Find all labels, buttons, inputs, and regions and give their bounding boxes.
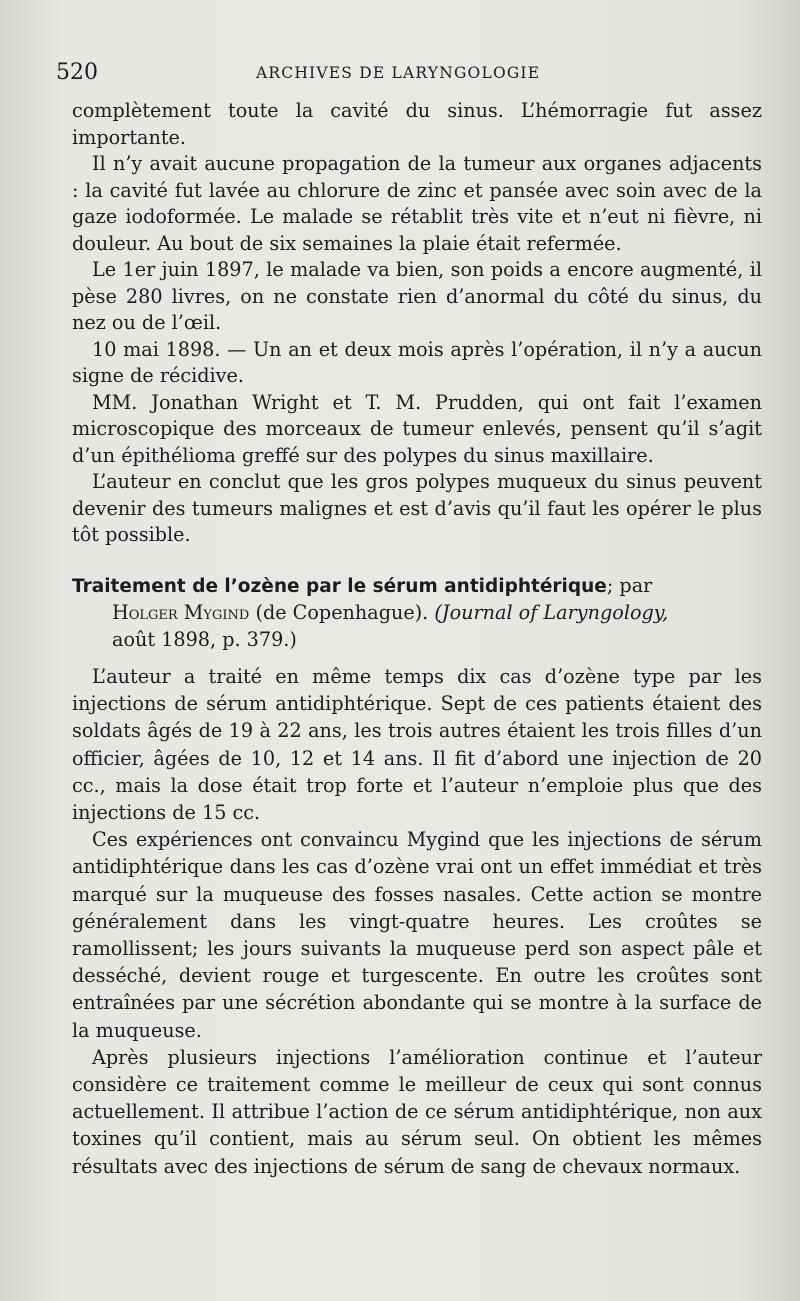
article-body [72, 663, 762, 1180]
page-body [72, 98, 762, 1180]
paragraph-continuation: complètement toute la cavité du sinus. L’hémorragie fut assez importante. [72, 99, 762, 149]
paragraph: MM. Jonathan Wright et T. M. Prudden, qui ont fait l’examen microscopique des morceaux de tumeur enlevés, pensent qu’il s’agit d’un épithélioma greffé sur des polypes du sinus maxillaire. [72, 390, 762, 467]
paragraph: Il n’y avait aucune propagation de la tumeur aux organes adjacents : la cavité fut lavée au chlorure de zinc et pansée avec soin avec de la gaze iodoformée. Le malade se rétablit très vite et n’eut ni fièvre, ni douleur. Au bout de six semaines la plaie était refermée. [72, 152, 762, 255]
article-author: Holger Mygind [112, 601, 250, 624]
paragraph: L’auteur a traité en même temps dix cas d’ozène type par les injections de sérum antidiphtérique. Sept de ces patients étaient des soldats âgés de 19 à 22 ans, les trois autres étaient les trois filles d’un officier, âgées de 10, 12 et 14 ans. Il fit d’abord une injection de 20 cc., mais la dose était trop forte et l’auteur n’emploie plus que des injections de 15 cc. [72, 665, 762, 825]
article-title: Traitement de l’ozène par le sérum antidiphtérique [72, 575, 607, 597]
page-header [56, 60, 746, 90]
paragraph: Après plusieurs injections l’amélioration continue et l’auteur considère ce traitement comme le meilleur de ceux qui sont connus actuellement. Il attribue l’action de ce sérum antidiphtérique, non aux toxines qu’il contient, mais au sérum seul. On obtient les mêmes résultats avec des injections de sérum de sang de chevaux normaux. [72, 1045, 762, 1178]
paragraph: Le 1er juin 1897, le malade va bien, son poids a encore augmenté, il pèse 280 livres, on ne constate rien d’anormal du côté du sinus, du nez ou de l’œil. [72, 258, 762, 334]
article-date: août 1898, p. 379.) [112, 627, 297, 651]
paragraph: 10 mai 1898. — Un an et deux mois après l’opération, il n’y a aucun signe de récidive. [72, 337, 762, 387]
running-title: ARCHIVES DE LARYNGOLOGIE [256, 64, 541, 82]
paragraph: L’auteur en conclut que les gros polypes muqueux du sinus peuvent devenir des tumeurs malignes et est d’avis qu’il faut les opérer le plus tôt possible. [72, 470, 762, 546]
article-by: ; par [606, 573, 653, 597]
article-journal: (Journal of Laryngology, [434, 601, 669, 624]
page-number: 520 [56, 60, 98, 85]
paragraph: Ces expériences ont convaincu Mygind que les injections de sérum antidiphtérique dans les cas d’ozène vrai ont un effet immédiat et très marqué sur la muqueuse des fosses nasales. Cette action se montre généralement dans les vingt-quatre heures. Les croûtes se ramollissent; les jours suivants la muqueuse perd son aspect pâle et desséché, devient rouge et turgescente. En outre les croûtes sont entraînées par une sécrétion abondante qui se montre à la surface de la muqueuse. [72, 828, 762, 1042]
article-citation [72, 573, 762, 654]
article-location: (de Copenhague). [255, 601, 429, 624]
